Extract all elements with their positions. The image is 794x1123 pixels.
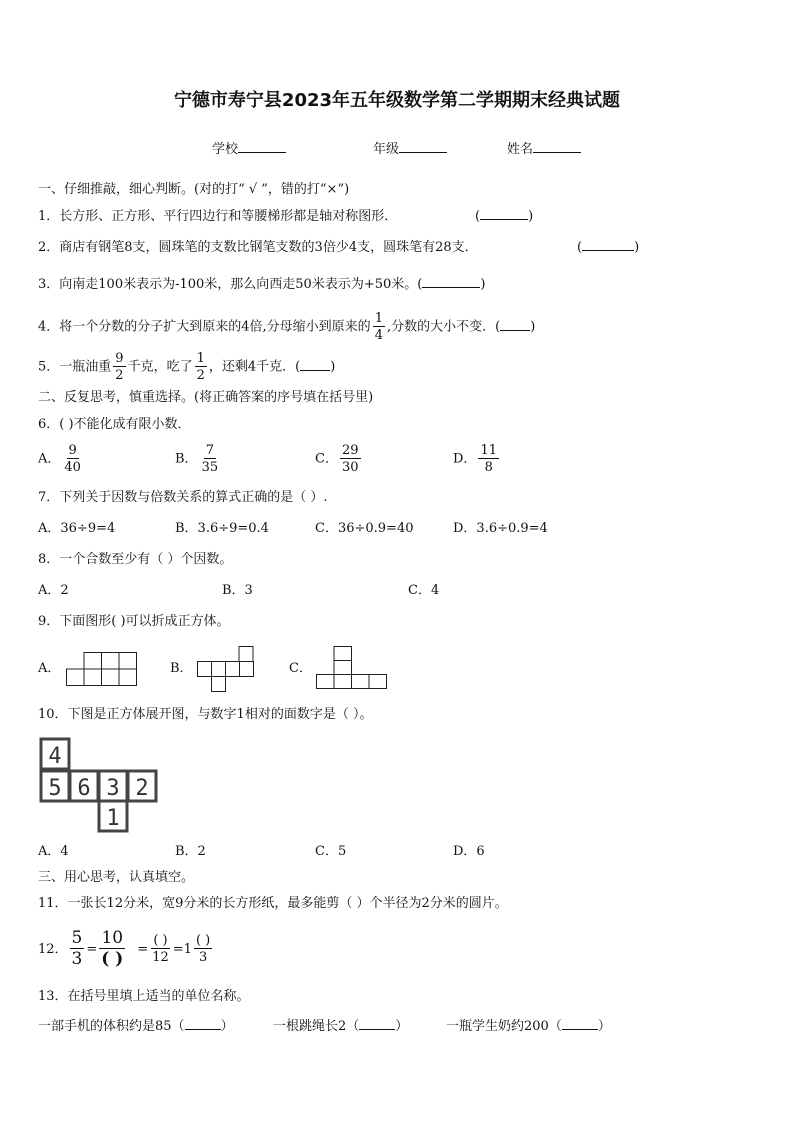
grade-field[interactable] [373,143,447,156]
fraction-one-quarter [373,312,385,342]
option-fraction [340,444,361,474]
unit-item-3: 一瓶学生奶约200（ ） [446,1019,611,1034]
option-label: C． [315,451,338,467]
option-9a[interactable]: A． [38,661,61,676]
name-field[interactable] [507,143,581,156]
cube-net-a [66,652,138,686]
question-7: 7．下列关于因数与倍数关系的算式正确的是（ ）. [38,490,328,505]
page-title: 宁德市寿宁县2023年五年级数学第二学期期末经典试题 [173,90,621,111]
unit-blank[interactable] [562,1029,598,1030]
net-digit-top: 4 [48,744,62,769]
option-label: A． [38,451,61,467]
grade-blank[interactable] [399,152,447,153]
fraction-numerator: 7 [205,443,214,458]
question-4: 4．将一个分数的分子扩大到原来的4倍,分母缩小到原来的 $\frac{1}{4}$ ,分数的大小不变．( ) [38,311,536,343]
option-7b[interactable]: B．3.6÷9=0.4 [175,521,269,536]
unit-item-2: 一根跳绳长2（ ） [273,1019,409,1034]
section-heading-1: 一、仔细推敲，细心判断。(对的打“ √ ”，错的打“×”) [38,182,350,197]
equals-sign: = [86,941,98,957]
fraction-numerator: 11 [480,443,497,458]
fraction-ten-over-blank[interactable] [99,930,125,968]
net-digit: 3 [106,776,120,801]
question-13: 13．在括号里填上适当的单位名称。 [38,989,250,1004]
option-6a[interactable] [38,444,85,474]
question-3: 3．向南走100米表示为-100米，那么向西走50米表示为+50米。( ) [38,277,486,292]
option-7c[interactable]: C．36÷0.9=40 [315,521,414,536]
net-digit-bottom: 1 [106,806,120,831]
fraction-denominator: 8 [484,460,493,475]
question-4-post: ,分数的大小不变． [386,319,496,335]
question-5-mid: 千克，吃了 [127,359,193,375]
equals-sign: = [172,941,184,957]
fraction-numerator: 9 [115,351,124,366]
cube-net-numbered [39,737,161,834]
fraction-blank[interactable]: ( ) [195,933,211,948]
fraction-nine-halves [113,352,125,382]
answer-blank-4[interactable] [500,330,530,331]
school-blank[interactable] [238,152,286,153]
fraction-numerator: 5 [71,928,83,948]
fraction-numerator: 1 [196,351,205,366]
option-8b[interactable]: B．3 [222,583,253,598]
fraction-numerator: 29 [341,443,359,458]
fraction-denominator: 40 [64,460,81,475]
option-9c[interactable]: C． [289,661,312,676]
question-12 [38,930,214,968]
unit-blank[interactable] [185,1029,221,1030]
fraction-denominator: 30 [341,460,359,475]
fraction-blank-over-twelve[interactable] [150,934,171,964]
option-label: B． [175,451,198,467]
fraction-denominator: 3 [71,949,83,969]
grade-label: 年级 [373,142,400,157]
net-digit: 6 [77,776,91,801]
net-digit: 2 [135,776,149,801]
question-3-text: 3．向南走100米表示为-100米，那么向西走50米表示为+50米。 [38,277,418,292]
option-8a[interactable]: A．2 [38,583,69,598]
question-9: 9．下面图形( )可以折成正方体。 [38,614,230,629]
question-5-post: ，还剩4千克． [208,359,296,375]
option-6b[interactable] [175,444,222,474]
cube-net-b [197,646,257,694]
equals-sign: = [137,941,149,957]
cube-net-c [316,646,390,690]
option-7d[interactable]: D．3.6÷0.9=4 [453,521,548,536]
option-6c[interactable] [315,444,363,474]
fraction-five-thirds [70,930,85,968]
unit-blank[interactable] [359,1029,395,1030]
option-fraction [478,444,499,474]
unit-item-text: 一部手机的体积约是85 [38,1019,172,1034]
fraction-denominator: 35 [201,460,219,475]
whole-number: 1 [183,941,192,957]
fraction-one-half [195,352,207,382]
question-4-pre: 4．将一个分数的分子扩大到原来的4倍,分母缩小到原来的 [38,319,371,335]
section-heading-2: 二、反复思考，慎重选择。(将正确答案的序号填在括号里) [38,390,374,405]
school-label: 学校 [212,142,239,157]
question-5-pre: 5．一瓶油重 [38,359,112,375]
net-digit: 5 [48,776,62,801]
fraction-denominator: 2 [115,368,124,383]
question-2: 2．商店有钢笔8支，圆珠笔的支数比钢笔支数的3倍少4支，圆珠笔有28支． [38,240,478,255]
question-5: 5．一瓶油重 $\frac{9}{2}$ 千克，吃了 $\frac{1}{2}$ ，还剩4千克．( ) [38,351,336,383]
school-field[interactable] [212,143,286,156]
answer-blank-3[interactable] [422,287,480,288]
option-9b[interactable]: B． [170,661,193,676]
option-6d[interactable] [453,444,501,474]
fraction-blank-over-three[interactable] [194,934,212,964]
question-8: 8．一个合数至少有（ ）个因数。 [38,552,233,567]
question-10: 10．下图是正方体展开图，与数字1相对的面数字是（ ）。 [38,707,373,722]
question-6: 6．( )不能化成有限小数． [38,417,191,432]
unit-item-text: 一根跳绳长2 [273,1019,347,1034]
section-heading-3: 三、用心思考，认真填空。 [38,870,195,885]
fraction-denominator: 3 [198,950,208,965]
name-blank[interactable] [533,152,581,153]
option-10d[interactable]: D．6 [453,844,485,859]
option-8c[interactable]: C．4 [408,583,440,598]
answer-blank-5[interactable] [300,370,330,371]
option-10c[interactable]: C．5 [315,844,347,859]
fraction-blank[interactable]: ( ) [153,933,168,948]
option-fraction [200,444,221,474]
fraction-blank[interactable]: ( ) [101,949,124,969]
name-label: 姓名 [507,142,534,157]
fraction-numerator: 1 [374,311,383,326]
option-10b[interactable]: B．2 [175,844,206,859]
answer-blank-1[interactable]: ( ) [475,209,534,224]
unit-item-1: 一部手机的体积约是85（ ） [38,1019,234,1034]
unit-item-text: 一瓶学生奶约200 [446,1019,549,1034]
question-12-label: 12． [38,941,68,957]
question-1: 1．长方形、正方形、平行四边行和等腰梯形都是轴对称图形． [38,209,398,224]
fraction-denominator: 4 [374,328,383,343]
fraction-numerator: 10 [101,928,124,948]
fraction-denominator: 12 [152,950,169,965]
option-fraction [62,444,83,474]
option-10a[interactable]: A．4 [38,844,69,859]
option-label: D． [453,451,477,467]
fraction-denominator: 2 [196,368,205,383]
answer-blank-2[interactable]: ( ) [577,240,640,255]
question-11: 11．一张长12分米，宽9分米的长方形纸，最多能剪（ ）个半径为2分米的圆片。 [38,896,508,911]
fraction-numerator: 9 [68,443,77,458]
option-7a[interactable]: A．36÷9=4 [38,521,116,536]
